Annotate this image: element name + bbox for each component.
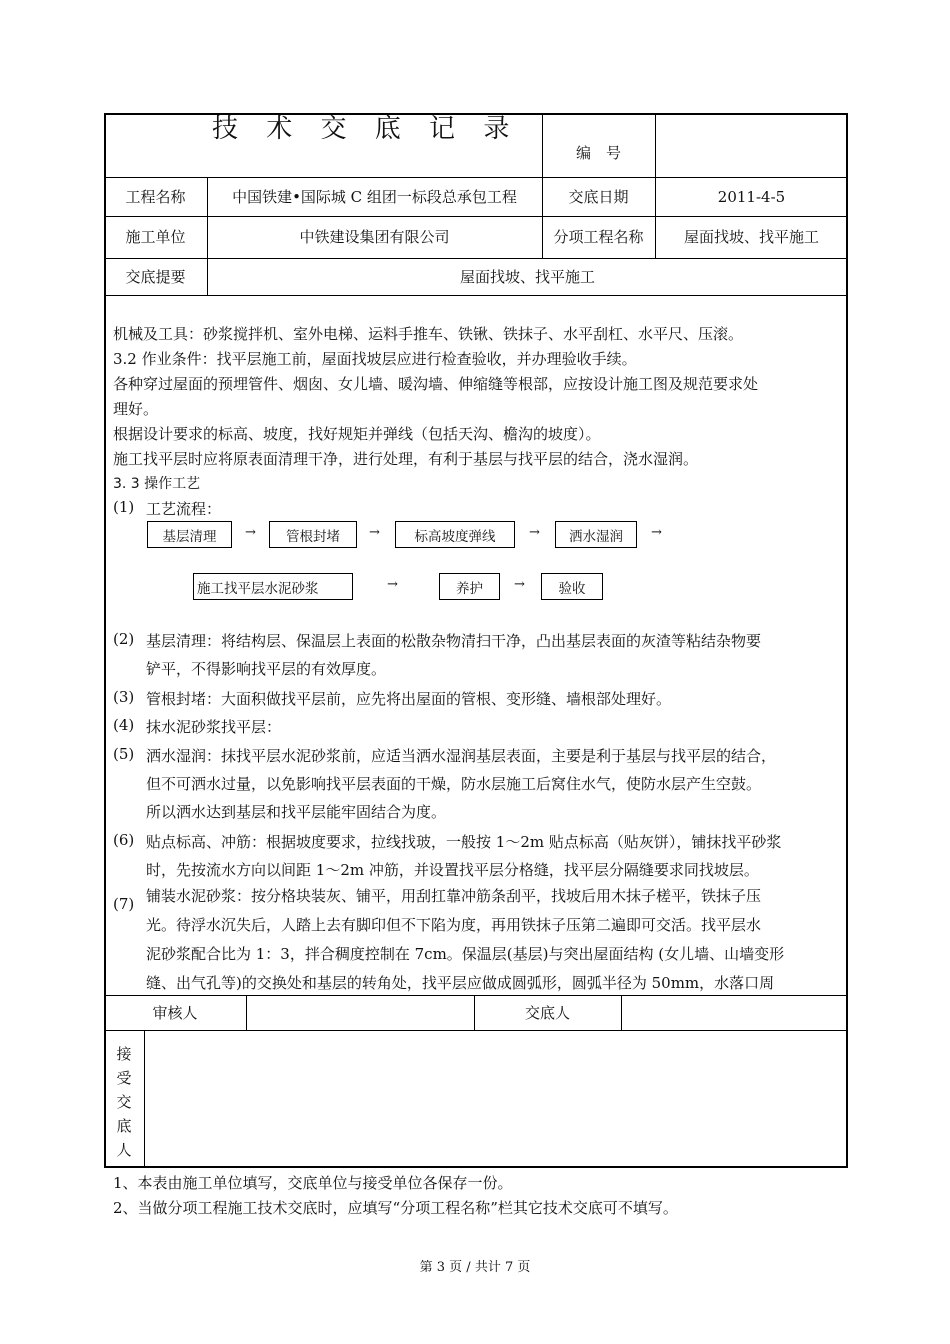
summary-value: 屋面找坡、找平施工 (459, 267, 595, 286)
reviewer-label: 审核人 (152, 1003, 198, 1022)
receiver-signature-area[interactable] (146, 1032, 846, 1166)
date-value: 2011-4-5 (717, 187, 786, 206)
item-text: 光。待浮水沉失后，人踏上去有脚印但不下陷为度，再用铁抹子压第二遍即可交活。找平层水 (146, 916, 762, 934)
item-text: 缝、出气孔等)的交换处和基层的转角处，找平层应做成圆弧形，圆弧半径为 50mm，水落口周 (146, 974, 775, 992)
subproject-value: 屋面找坡、找平施工 (683, 228, 819, 246)
content-line: 机械及工具：砂浆搅拌机、室外电梯、运料手推车、铁锹、铁抹子、水平刮杠、水平尺、压滚。 (113, 325, 744, 343)
receiver-label-char: 交 (116, 1093, 132, 1111)
flow-arrow-icon: → (529, 525, 540, 540)
item-text: 泥砂浆配合比为 1：3，拌合稠度控制在 7cm。保温层(基层)与突出屋面结构 (女儿墙、山墙变形 (146, 945, 785, 963)
date-label: 交底日期 (568, 187, 629, 206)
presenter-field[interactable] (621, 995, 848, 1030)
item-number: (1) (113, 498, 135, 516)
project-name-value: 中国铁建•国际城 C 组团一标段总承包工程 (232, 187, 517, 206)
flow-arrow-icon: → (651, 525, 662, 540)
flow-arrow-icon: → (245, 525, 256, 540)
item-text: 时，先按流水方向以间距 1～2m 冲筋，并设置找平层分格缝，找平层分隔缝要求同找坡层。 (146, 861, 759, 879)
item-text: 铺装水泥砂浆：按分格块装灰、铺平，用刮扛靠冲筋条刮平，找坡后用木抹子槎平，铁抹子压 (146, 887, 762, 905)
flow-step-box: 标高坡度弹线 (395, 521, 515, 548)
reviewer-field[interactable] (246, 995, 474, 1030)
content-line: 3.2 作业条件：找平层施工前，屋面找坡层应进行检查验收，并办理验收手续。 (113, 350, 637, 368)
item-text: 工艺流程： (146, 500, 222, 518)
flow-arrow-icon: → (369, 525, 380, 540)
item-text: 但不可洒水过量，以免影响找平层表面的干燥，防水层施工后窝住水气，使防水层产生空鼓。 (146, 775, 762, 793)
receiver-label-char: 受 (116, 1069, 132, 1087)
receiver-label-char: 底 (116, 1117, 132, 1135)
receiver-label-char: 接 (116, 1045, 132, 1063)
item-text: 铲平，不得影响找平层的有效厚度。 (146, 660, 387, 678)
row-divider (104, 295, 848, 296)
item-number: (3) (113, 688, 135, 706)
receiver-label (104, 1042, 144, 1162)
item-number: (7) (113, 895, 135, 913)
content-line: 各种穿过屋面的预埋管件、烟囱、女儿墙、暖沟墙、伸缩缝等根部，应按设计施工图及规范要求处 (113, 375, 759, 393)
flow-step-box: 养护 (439, 573, 500, 600)
flow-arrow-icon: → (387, 577, 398, 592)
flow-step-box: 管根封堵 (269, 521, 357, 548)
footnote: 1、本表由施工单位填写，交底单位与接受单位各保存一份。 (113, 1174, 513, 1192)
flow-arrow-icon: → (514, 577, 525, 592)
subproject-label: 分项工程名称 (553, 228, 644, 246)
row-divider (104, 1030, 848, 1031)
section-heading: 3. 3 操作工艺 (113, 476, 201, 492)
item-text: 贴点标高、冲筋：根据坡度要求，拉线找玻，一般按 1～2m 贴点标高（贴灰饼），铺抹找平砂浆 (146, 833, 782, 851)
item-text: 抹水泥砂浆找平层： (146, 718, 282, 736)
item-number: (2) (113, 630, 135, 648)
item-number: (4) (113, 716, 135, 734)
content-line: 理好。 (113, 400, 159, 418)
presenter-label: 交底人 (524, 1003, 570, 1022)
number-label: 编 号 (575, 144, 621, 162)
content-line: 根据设计要求的标高、坡度，找好规矩并弹线（包括天沟、檐沟的坡度）。 (113, 425, 601, 443)
item-text: 基层清理：将结构层、保温层上表面的松散杂物清扫干净，凸出基层表面的灰渣等粘结杂物要 (146, 632, 762, 650)
content-line: 施工找平层时应将原表面清理干净，进行处理，有利于基层与找平层的结合，浇水湿润。 (113, 450, 699, 468)
flow-step-box: 施工找平层水泥砂浆 (193, 573, 353, 600)
col-divider (144, 1030, 145, 1168)
document-title: 技 术 交 底 记 录 (212, 114, 520, 144)
item-text: 洒水湿润：抹找平层水泥砂浆前，应适当洒水湿润基层表面，主要是利于基层与找平层的结合， (146, 747, 777, 765)
flow-step-box: 洒水湿润 (555, 521, 637, 548)
number-value[interactable] (655, 113, 848, 177)
flow-step-box: 验收 (541, 573, 603, 600)
item-text: 管根封堵：大面积做找平层前，应先将出屋面的管根、变形缝、墙根部处理好。 (146, 690, 672, 708)
receiver-label-char: 人 (116, 1141, 132, 1159)
flow-step-box: 基层清理 (147, 521, 232, 548)
item-number: (5) (113, 745, 135, 763)
footnote: 2、当做分项工程施工技术交底时，应填写“分项工程名称”栏其它技术交底可不填写。 (113, 1199, 678, 1217)
contractor-value: 中铁建设集团有限公司 (299, 228, 450, 246)
page-number: 第 3 页 / 共计 7 页 (419, 1260, 531, 1275)
item-text: 所以洒水达到基层和找平层能牢固结合为度。 (146, 803, 447, 821)
summary-label: 交底提要 (125, 267, 186, 286)
project-name-label: 工程名称 (125, 187, 186, 206)
contractor-label: 施工单位 (125, 228, 186, 246)
item-number: (6) (113, 831, 135, 849)
